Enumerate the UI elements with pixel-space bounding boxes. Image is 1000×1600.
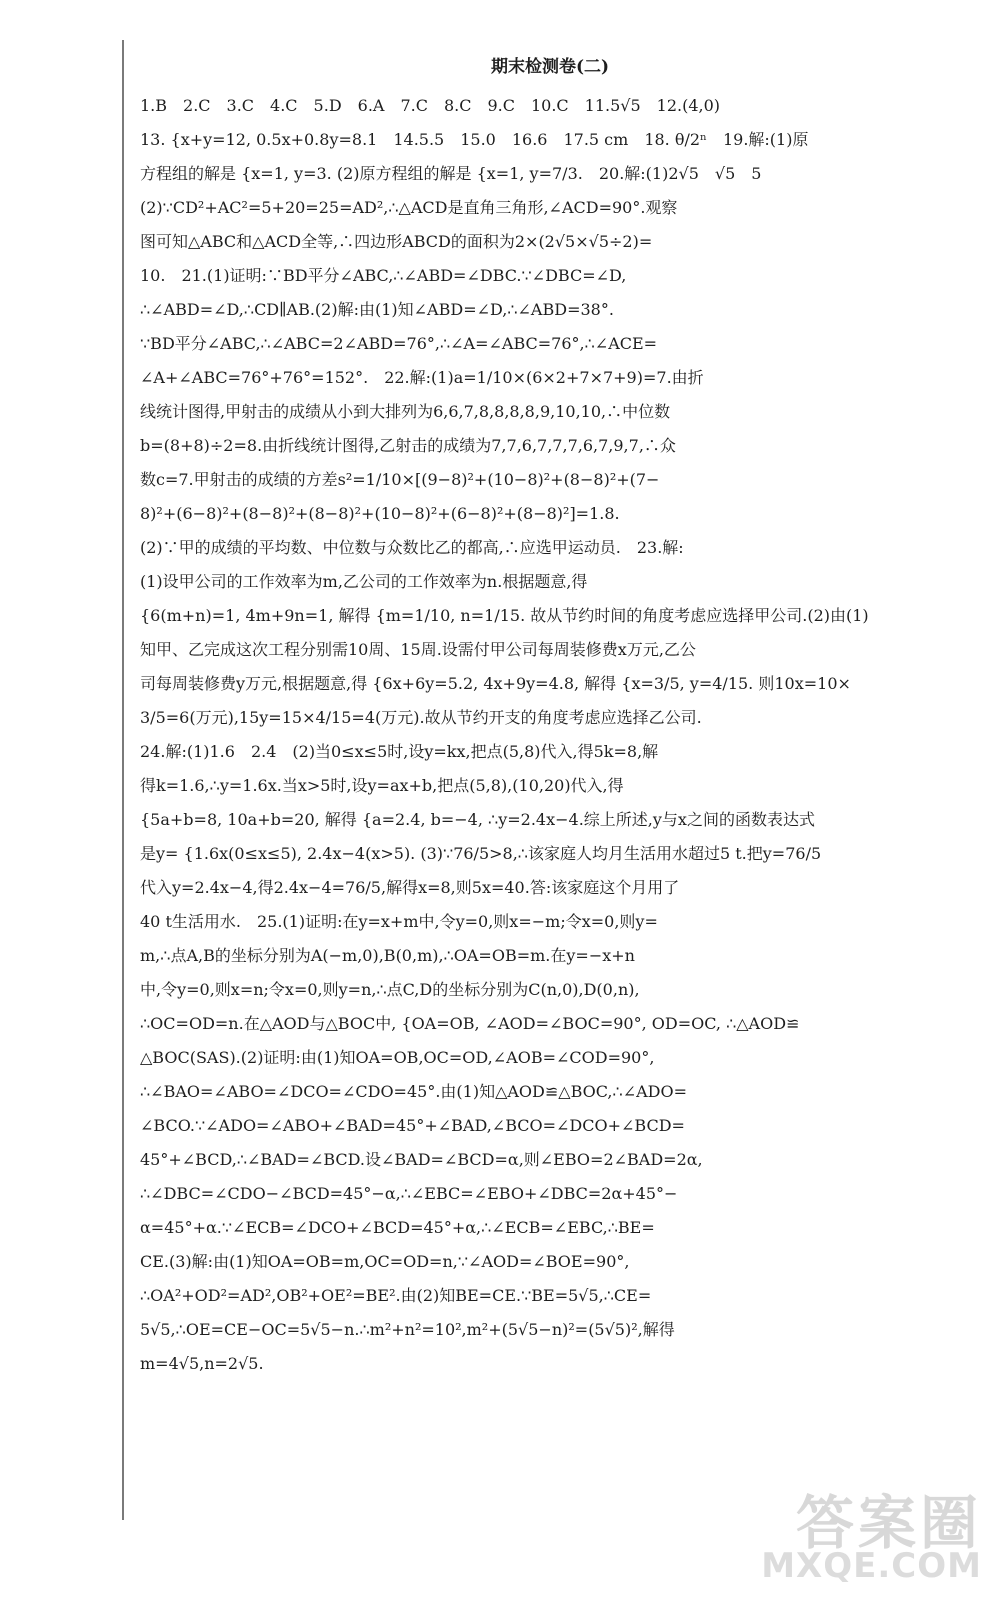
page-title: 期末检测卷(二) xyxy=(490,57,610,77)
answer-line: 中,令y=0,则x=n;令x=0,则y=n,∴点C,D的坐标分别为C(n,0),D(0,n), xyxy=(140,980,640,999)
watermark-url: MXQE.COM xyxy=(761,1546,982,1586)
answer-line: 40 t生活用水. 25.(1)证明:在y=x+m中,令y=0,则x=−m;令x=0,则y= xyxy=(140,912,658,931)
answer-line: ∴OA²+OD²=AD²,OB²+OE²=BE².由(2)知BE=CE.∵BE=5√5,∴CE= xyxy=(140,1286,652,1305)
answer-line: 知甲、乙完成这次工程分别需10周、15周.设需付甲公司每周装修费x万元,乙公 xyxy=(140,640,696,659)
answer-line: 1.B 2.C 3.C 4.C 5.D 6.A 7.C 8.C 9.C 10.C 11.5√5 12.(4,0) xyxy=(140,96,721,115)
answer-line: {5a+b=8, 10a+b=20, 解得 {a=2.4, b=−4, ∴y=2.4x−4.综上所述,y与x之间的函数表达式 xyxy=(140,810,815,829)
answer-line: ∴∠ABD=∠D,∴CD∥AB.(2)解:由(1)知∠ABD=∠D,∴∠ABD=38°. xyxy=(140,300,614,319)
answer-line: 方程组的解是 {x=1, y=3. (2)原方程组的解是 {x=1, y=7/3. 20.解:(1)2√5 √5 5 xyxy=(140,164,762,183)
answer-line: b=(8+8)÷2=8.由折线统计图得,乙射击的成绩为7,7,6,7,7,7,6,7,9,7,∴众 xyxy=(140,436,676,455)
answer-line: 45°+∠BCD,∴∠BAD=∠BCD.设∠BAD=∠BCD=α,则∠EBO=2∠BAD=2α, xyxy=(140,1150,703,1169)
answer-page xyxy=(140,52,960,1381)
answer-line: ∴OC=OD=n.在△AOD与△BOC中, {OA=OB, ∠AOD=∠BOC=90°, OD=OC, ∴△AOD≌ xyxy=(140,1014,800,1033)
answer-line: 得k=1.6,∴y=1.6x.当x>5时,设y=ax+b,把点(5,8),(10,20)代入,得 xyxy=(140,776,624,795)
answer-line: △BOC(SAS).(2)证明:由(1)知OA=OB,OC=OD,∠AOB=∠COD=90°, xyxy=(140,1048,655,1067)
answer-line: (1)设甲公司的工作效率为m,乙公司的工作效率为n.根据题意,得 xyxy=(140,572,588,591)
watermark xyxy=(712,1476,982,1586)
answer-line: 13. {x+y=12, 0.5x+0.8y=8.1 14.5.5 15.0 16.6 17.5 cm 18. θ/2ⁿ 19.解:(1)原 xyxy=(140,130,809,149)
answer-line: 10. 21.(1)证明:∵BD平分∠ABC,∴∠ABD=∠DBC.∵∠DBC=∠D, xyxy=(140,266,627,285)
answer-line: (2)∵甲的成绩的平均数、中位数与众数比乙的都高,∴应选甲运动员. 23.解: xyxy=(140,538,684,557)
answer-line: 3/5=6(万元),15y=15×4/15=4(万元).故从节约开支的角度考虑应选择乙公司. xyxy=(140,708,702,727)
answer-line: α=45°+α.∵∠ECB=∠DCO+∠BCD=45°+α,∴∠ECB=∠EBC,∴BE= xyxy=(140,1218,655,1237)
answer-line: (2)∵CD²+AC²=5+20=25=AD²,∴△ACD是直角三角形,∠ACD=90°.观察 xyxy=(140,198,678,217)
margin-rule xyxy=(122,40,124,1520)
answer-line: ∠A+∠ABC=76°+76°=152°. 22.解:(1)a=1/10×(6×2+7×7+9)=7.由折 xyxy=(140,368,704,387)
watermark-logo-text: 答案圈 xyxy=(795,1489,982,1557)
answer-body xyxy=(140,89,960,1381)
answer-line: 司每周装修费y万元,根据题意,得 {6x+6y=5.2, 4x+9y=4.8, 解得 {x=3/5, y=4/15. 则10x=10× xyxy=(140,674,851,693)
answer-line: ∴∠BAO=∠ABO=∠DCO=∠CDO=45°.由(1)知△AOD≌△BOC,∴∠ADO= xyxy=(140,1082,688,1101)
answer-line: m=4√5,n=2√5. xyxy=(140,1354,264,1373)
answer-line: 数c=7.甲射击的成绩的方差s²=1/10×[(9−8)²+(10−8)²+(8−8)²+(7− xyxy=(140,470,660,489)
answer-line: 8)²+(6−8)²+(8−8)²+(8−8)²+(10−8)²+(6−8)²+(8−8)²]=1.8. xyxy=(140,504,620,523)
answer-line: 24.解:(1)1.6 2.4 (2)当0≤x≤5时,设y=kx,把点(5,8)代入,得5k=8,解 xyxy=(140,742,659,761)
answer-line: 5√5,∴OE=CE−OC=5√5−n.∴m²+n²=10²,m²+(5√5−n)²=(5√5)²,解得 xyxy=(140,1320,675,1339)
answer-line: ∴∠DBC=∠CDO−∠BCD=45°−α,∴∠EBC=∠EBO+∠DBC=2α+45°− xyxy=(140,1184,678,1203)
answer-line: CE.(3)解:由(1)知OA=OB=m,OC=OD=n,∵∠AOD=∠BOE=90°, xyxy=(140,1252,630,1271)
answer-line: 图可知△ABC和△ACD全等,∴四边形ABCD的面积为2×(2√5×√5÷2)= xyxy=(140,232,653,251)
answer-line: 是y= {1.6x(0≤x≤5), 2.4x−4(x>5). (3)∵76/5>8,∴该家庭人均月生活用水超过5 t.把y=76/5 xyxy=(140,844,822,863)
answer-line: 代入y=2.4x−4,得2.4x−4=76/5,解得x=8,则5x=40.答:该家庭这个月用了 xyxy=(140,878,680,897)
answer-line: m,∴点A,B的坐标分别为A(−m,0),B(0,m),∴OA=OB=m.在y=−x+n xyxy=(140,946,635,965)
answer-line: ∠BCO.∵∠ADO=∠ABO+∠BAD=45°+∠BAD,∠BCO=∠DCO+∠BCD= xyxy=(140,1116,685,1135)
answer-line: ∵BD平分∠ABC,∴∠ABC=2∠ABD=76°,∴∠A=∠ABC=76°,∴∠ACE= xyxy=(140,334,658,353)
answer-line: {6(m+n)=1, 4m+9n=1, 解得 {m=1/10, n=1/15. 故从节约时间的角度考虑应选择甲公司.(2)由(1) xyxy=(140,606,869,625)
answer-line: 线统计图得,甲射击的成绩从小到大排列为6,6,7,8,8,8,8,9,10,10,∴中位数 xyxy=(140,402,671,421)
